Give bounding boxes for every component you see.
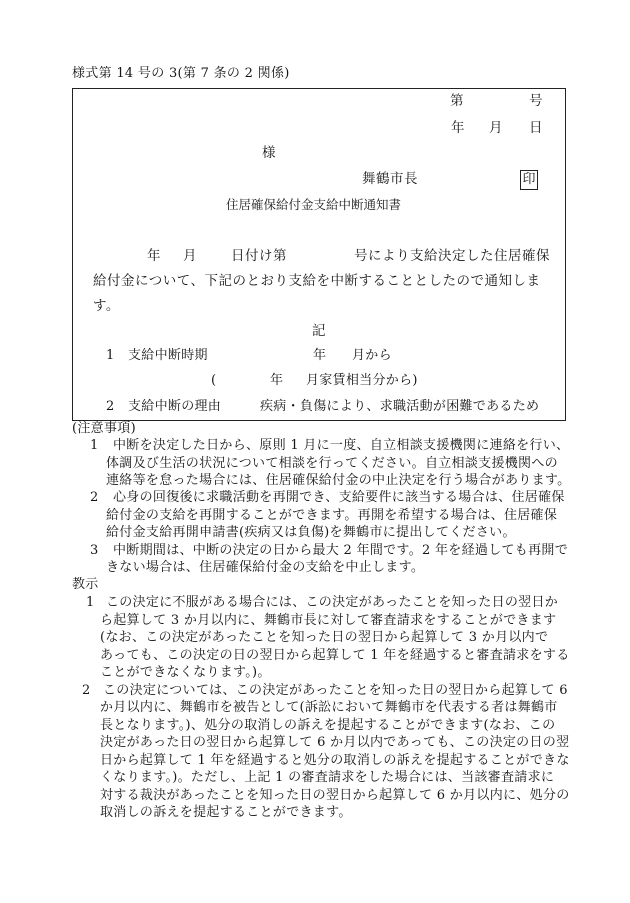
item-label-suspension-reason: 支給中断の理由 xyxy=(128,399,222,414)
rent-month-label: 月家賃相当分から) xyxy=(306,373,418,388)
note-number: 3 xyxy=(90,543,99,558)
seal-mark: 印 xyxy=(520,170,538,190)
item-month-label: 月から xyxy=(352,348,392,363)
instruction-line: か月以内に、舞鶴市を被告として(訴訟において舞鶴市を代表する者は舞鶴市 xyxy=(100,700,558,715)
body-year-label: 年 xyxy=(147,248,161,264)
reference-number-prefix: 第 xyxy=(450,93,464,109)
date-day-label: 日 xyxy=(529,120,543,136)
instruction-line: この決定については、この決定があったことを知った日の翌日から起算して 6 xyxy=(103,683,568,698)
instruction-line: 対する裁決があったことを知った日の翌日から起算して 6 か月以内に、処分の xyxy=(100,788,570,803)
instruction-line: くなります。)。ただし、上記 1 の審査請求をした場合には、当該審査請求に xyxy=(100,770,555,785)
body-line-1-rest: 号により支給決定した住居確保 xyxy=(354,248,550,264)
date-year-label: 年 xyxy=(451,120,465,136)
item-value-suspension-reason: 疾病・負傷により、求職活動が困難であるため xyxy=(260,399,540,414)
note-number: 2 xyxy=(90,490,99,505)
instruction-line: 長となります。)、処分の取消しの訴えを提起することができます(なお、この xyxy=(100,718,556,733)
rent-year-label: 年 xyxy=(270,373,284,388)
note-line: 中断期間は、中断の決定の日から最大 2 年間です。2 年を経過しても再開で xyxy=(113,543,568,558)
note-line: 給付金の支給を再開することができます。再開を希望する場合は、住居確保 xyxy=(106,508,558,523)
instruction-line: ら起算して 3 か月以内に、舞鶴市長に対して審査請求をすることができます xyxy=(100,613,557,628)
instruction-line: 取消しの訴えを提起することができます。 xyxy=(100,805,352,820)
note-line: 体調及び生活の状況について相談を行ってください。自立相談支援機関への xyxy=(106,456,558,471)
note-line: 連絡等を怠った場合には、住居確保給付金の中止決定を行う場合があります。 xyxy=(106,473,571,488)
body-line-2: 給付金について、下記のとおり支給を中断することとしたので通知しま xyxy=(93,273,541,289)
note-line: きない場合は、住居確保給付金の支給を中止します。 xyxy=(106,560,425,575)
body-day-label: 日付け第 xyxy=(231,248,287,264)
item-number: 2 xyxy=(106,399,115,414)
item-number: 1 xyxy=(106,348,115,363)
instruction-line: 日から起算して 1 年を経過すると処分の取消しの訴えを提起することができな xyxy=(100,753,570,768)
rent-open-paren: ( xyxy=(211,373,217,388)
instructions-heading: 教示 xyxy=(72,577,99,592)
note-number: 1 xyxy=(90,438,99,453)
issuer-name: 舞鶴市長 xyxy=(362,171,418,187)
note-line: 心身の回復後に求職活動を再開でき、支給要件に該当する場合は、住居確保 xyxy=(113,490,565,505)
note-line: 給付金支給再開申請書(疾病又は負傷)を舞鶴市に提出してください。 xyxy=(106,525,516,540)
notice-title: 住居確保給付金支給中断通知書 xyxy=(226,197,402,212)
item-label-suspension-period: 支給中断時期 xyxy=(128,348,208,363)
reference-number-suffix: 号 xyxy=(529,93,543,109)
date-month-label: 月 xyxy=(489,120,503,136)
instruction-line: この決定に不服がある場合には、この決定があったことを知った日の翌日か xyxy=(106,595,559,610)
body-month-label: 月 xyxy=(183,248,197,264)
instruction-line: (なお、この決定があったことを知った日の翌日から起算して 3 か月以内で xyxy=(100,630,549,645)
instruction-number: 2 xyxy=(82,683,91,698)
note-line: 中断を決定した日から、原則 1 月に一度、自立相談支援機関に連絡を行い、 xyxy=(113,438,570,453)
notes-heading: (注意事項) xyxy=(72,421,136,436)
instruction-line: 決定があった日の翌日から起算して 6 か月以内であっても、この決定の日の翌 xyxy=(100,735,570,750)
instruction-number: 1 xyxy=(86,595,95,610)
body-line-3: す。 xyxy=(93,298,120,314)
ki-heading: 記 xyxy=(312,323,326,339)
instruction-line: ことができなくなります。)。 xyxy=(100,665,271,680)
form-number: 様式第 14 号の 3(第 7 条の 2 関係) xyxy=(72,66,290,81)
item-year-label: 年 xyxy=(313,348,327,363)
instruction-line: あっても、この決定の日の翌日から起算して 1 年を経過すると審査請求をする xyxy=(100,648,570,663)
addressee-suffix: 様 xyxy=(262,145,276,161)
